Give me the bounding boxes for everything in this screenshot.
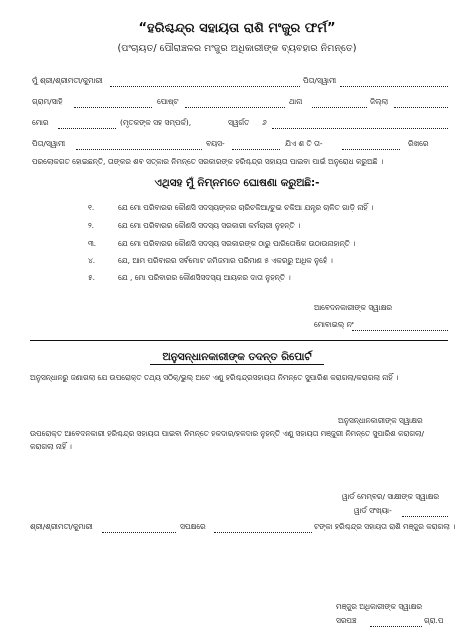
gp-label: ଗ୍ରା.ପ xyxy=(424,616,444,625)
age-field[interactable] xyxy=(232,149,280,150)
report-line-2: ଉପରୋକ୍ତ ଆବେଦନକାରୀ ହରିଶ୍ଚନ୍ଦ୍ର ସହାୟତା ପାଇବା ନିମନ୍ତେ ହକଦାର/ହକଦାର ନୁହନ୍ତି ଏଣୁ ସହାୟତା ମଞ୍ଜୁରୀ ନିମନ୍ତେ ସୁପାରିଶ କରାଗଲା/ xyxy=(30,429,425,438)
father2-label: ପିତା/ସ୍ୱାମୀ xyxy=(32,139,66,148)
sanction-name-field[interactable] xyxy=(102,532,176,533)
decl-num-1: ୧. xyxy=(88,203,95,212)
decl-text-1: ଯେ ମୋ ପରିବାରର କୌଣସି ସଦସ୍ୟଙ୍କର ଚାରିଚକିଆ/ଚୁଇ ଚକିଆ ଯନ୍ତ୍ର ଚାଳିତ ଗାଡ଼ି ନାହିଁ । xyxy=(118,203,374,212)
date-suffix: ରିଖରେ xyxy=(408,139,429,148)
decl-text-2: ଯେ ମୋ ପରିବାରର କୌଣସି ସଦସ୍ୟ ସରକାରୀ କର୍ମଚାରୀ ନୁହନ୍ତି । xyxy=(118,221,301,230)
date-label: ଯିଏ ଶ ତି ତା- xyxy=(285,139,323,148)
decl-text-4: ଯେ, ଆମ ପରିବାରର ସର୍ବମୋଟ ଜମିଜମାର ପରିମାଣ ୫ ଏକରରୁ ଅଧିକ ନୁହେଁ । xyxy=(118,256,333,265)
decl-text-5: ଯେ , ମୋ ପରିବାରର କୌଣସିସଦସ୍ୟ ଆୟକର ଦାତା ନୁହନ୍ତି । xyxy=(118,273,291,282)
relation-prefix: ମୋର xyxy=(32,118,49,127)
sanction-name-label: ଶ୍ରୀ/ଶ୍ରୀମତୀ/କୁମାରୀ xyxy=(30,522,93,531)
thana-label: ଥାନା xyxy=(289,97,303,106)
report-heading-underline xyxy=(150,364,324,365)
ward-member-signature-label: ୱାର୍ଡ ମେମ୍ବର/ ସାକ୍ଷୀଙ୍କ ସ୍ୱାକ୍ଷର xyxy=(342,492,440,501)
village-field[interactable] xyxy=(74,107,152,108)
relation-label: (ମୃତକଙ୍କ ସହ ସମ୍ପର୍କ), xyxy=(120,118,192,127)
ward-number-label: ୱାର୍ଡ ସଂଖ୍ୟା- xyxy=(354,506,392,515)
sanction-officer-signature-label: ମଞ୍ଜୁର ଅଧିକାରୀଙ୍କ ସ୍ୱାକ୍ଷର xyxy=(336,602,422,611)
decl-num-3: ୩. xyxy=(88,239,97,248)
age-label: ବୟସ- xyxy=(206,139,225,148)
post-field[interactable] xyxy=(185,107,285,108)
decl-num-2: ୨. xyxy=(88,221,95,230)
section-divider xyxy=(30,340,448,341)
ward-number-field[interactable] xyxy=(402,516,448,517)
report-line-3: କରାଗଲା ନାହିଁ । xyxy=(30,442,72,451)
deceased-name-field[interactable] xyxy=(272,128,448,129)
village-label: ଗ୍ରାମ/ସାହି xyxy=(32,97,63,106)
investigator-signature-label: ଅନୁସନ୍ଧାନକାରୀଙ୍କ ସ୍ୱାକ୍ଷର xyxy=(338,416,423,425)
form-title: “ହରିଶ୍ଚନ୍ଦ୍ର ସହାୟତା ରାଶି ମଂଜୁର ଫର୍ମ” xyxy=(138,21,336,36)
district-field[interactable] xyxy=(394,107,448,108)
sarpanch-label: ସରପଞ୍ଚ xyxy=(336,616,357,625)
father2-field[interactable] xyxy=(76,149,202,150)
applicant-signature-label: ଆବେଦନକାରୀଙ୍କ ସ୍ୱାକ୍ଷର xyxy=(314,303,393,312)
sanction-text: ଟଙ୍କା ହରିଶ୍ଚନ୍ଦ୍ର ସହାୟତା ରାଶି ମଞ୍ଜୁର କରାଗଲା । xyxy=(314,522,456,531)
district-label: ଜିଲ୍ଲା xyxy=(370,97,389,106)
decl-num-4: ୪. xyxy=(88,256,96,265)
late-label: ସ୍ୱର୍ଗତ xyxy=(228,118,250,127)
name-field[interactable] xyxy=(110,86,300,87)
report-line-1: ଅନୁସନ୍ଧାନରୁ ଜଣାଗଲା ଯେ ଉପରୋକ୍ତ ତଥ୍ୟ ସଠିକ୍/ଭୁଲ୍ ଅଟେ ଏଣୁ ହରିଶ୍ଚନ୍ଦ୍ରସହାୟତା ନିମନ୍ତେ ସୁପାରିଶ କରାଗଲା/କରାଗଲା ନାହିଁ । xyxy=(30,373,399,382)
father-label: ପିତା/ସ୍ୱାମୀ xyxy=(303,76,337,85)
name-label: ମୁଁ ଶ୍ରୀ/ଶ୍ରୀମତୀ/କୁମାରୀ xyxy=(32,76,103,85)
mobile-field[interactable] xyxy=(352,330,448,331)
late-mark: ୬ xyxy=(262,118,267,127)
report-heading: ଅନୁସନ୍ଧାନକାରୀଙ୍କ ତଦନ୍ତ ରିପୋର୍ଟ xyxy=(162,351,312,363)
decl-num-5: ୫. xyxy=(88,273,95,282)
declaration-heading: ଏଥିସହ ମୁଁ ନିମ୍ନମତେ ଘୋଷଣା କରୁଅଛି:- xyxy=(154,177,320,189)
post-label: ପୋଷ୍ଟ xyxy=(157,97,179,106)
date-field[interactable] xyxy=(342,149,400,150)
sanction-amount-field[interactable] xyxy=(214,532,312,533)
decl-text-3: ଯେ ମୋ ପରିବାରର କୌଣସି ସଦସ୍ୟ ସରକାରଙ୍କ ଠାରୁ ପାରିତୋଷିକ ଉଠାଉନାହାନ୍ତି । xyxy=(118,239,356,248)
sanction-favour-label: ସପକ୍ଷରେ xyxy=(180,522,206,531)
panchayat-field[interactable] xyxy=(370,626,422,627)
relation-name-field[interactable] xyxy=(58,128,116,129)
request-text: ପରଲୋକଗତ ହୋଇଛନ୍ତି, ତାଙ୍କର ଶବ ସତ୍କାର ନିମନ୍ତେ ସରକାରଙ୍କ ହରିଶ୍ଚନ୍ଦ୍ର ସହାୟତା ପାଇବା ପାଇଁ ଅନୁରୋଧ କରୁଅଛି । xyxy=(32,157,384,166)
form-subtitle: (ପଂଚାୟତ/ ପୌରାଞ୍ଚଳର ମଂଜୁର ଅଧିକାରୀଙ୍କ ବ୍ୟବହାର ନିମନ୍ତେ) xyxy=(117,43,357,54)
father-field[interactable] xyxy=(340,86,448,87)
thana-field[interactable] xyxy=(312,107,367,108)
mobile-label: ମୋବାଇଲ୍ ନଂ xyxy=(314,320,354,329)
